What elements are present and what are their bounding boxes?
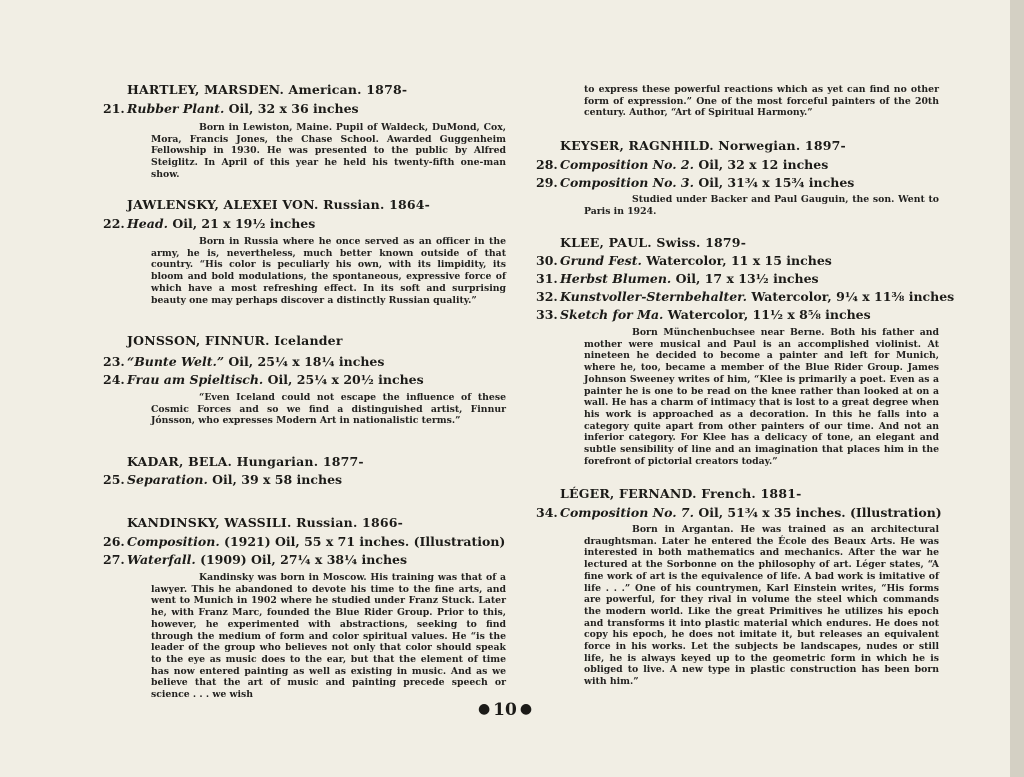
- work-details: (1921) Oil, 55 x 71 inches. (Illustration): [224, 534, 506, 549]
- work-title: Composition No. 7.: [560, 505, 694, 520]
- catalog-entry-25: [103, 472, 342, 487]
- work-details: Oil, 51¾ x 35 inches. (Illustration): [698, 505, 942, 520]
- work-title: Head.: [127, 216, 168, 231]
- bullet-icon: ●: [519, 701, 533, 717]
- work-title: “Bunte Welt.”: [127, 354, 225, 369]
- catalog-entry-26: [103, 534, 505, 549]
- work-details: Watercolor, 9¼ x 11⅜ inches: [751, 289, 955, 304]
- catalog-entry-33: [536, 307, 871, 322]
- catalog-entry-29: [536, 175, 854, 190]
- entry-number: 24.: [103, 372, 125, 387]
- bio-leger: Born in Argantan. He was trained as an architectural draughtsman. Later he entered the École des Beaux Arts. He was interested in both mathematics and mechanics. After the war he lectured at the Sorbonne on the philosophy of art. Léger states, “A fine work of art is the equivalence of life. A bad work is imitative of life . . .” One of his countrymen, Karl Einstein writes, “His forms are powerful, for they rival in volume the steel which commands the modern world. Like the great Primitives he utilizes his epoch and transforms it into plastic material which endures. He does not copy his epoch, he does not imitate it, but releases an equivalent force in his works. Let the subjects be landscapes, nudes or still life, he is always keyed up to the geometric form in which he is obliged to live. A new type in plastic construction has been born with him.”: [584, 524, 939, 688]
- catalog-entry-28: [536, 157, 828, 172]
- entry-number: 34.: [536, 505, 558, 520]
- bio-kandinsky: Kandinsky was born in Moscow. His training was that of a lawyer. This he abandoned to devote his time to the fine arts, and went to Munich in 1902 where he studied under Franz Stuck. Later he, with Franz Marc, founded the Blue Rider Group. Prior to this, however, he experimented with abstractions, seeking to find through the medium of form and color spiritual values. He “is the leader of the group who believes not only that color should speak to the eye as music does to the ear, but that the element of time has now entered painting as well as existing in music. And as we believe that the art of music and painting precede speech or science . . . we wish: [151, 572, 506, 701]
- work-details: (1909) Oil, 27¼ x 38¼ inches: [200, 552, 408, 567]
- catalog-entry-31: [536, 271, 819, 286]
- catalog-entry-32: [536, 289, 954, 304]
- artist-heading-jawlensky: JAWLENSKY, ALEXEI VON. Russian. 1864-: [127, 197, 431, 212]
- artist-heading-keyser: KEYSER, RAGNHILD. Norwegian. 1897-: [560, 138, 846, 153]
- work-title: Composition No. 3.: [560, 175, 694, 190]
- entry-number: 28.: [536, 157, 558, 172]
- entry-number: 33.: [536, 307, 558, 322]
- bio-jawlensky: Born in Russia where he once served as an officer in the army, he is, nevertheless, much better known outside of that country. “His color is peculiarly his own, with its limpidity, its bloom and bold modulations, the spontaneous, expressive force of which have a most refreshing effect. In its soft and surprising beauty one may perhaps discover a distinctly Russian quality.”: [151, 236, 506, 306]
- bio-klee: Born Münchenbuchsee near Berne. Both his father and mother were musical and Paul is an accomplished violinist. At nineteen he decided to become a painter and left for Munich, where he, too, became a member of the Blue Rider Group. James Johnson Sweeney writes of him, “Klee is primarily a poet. Even as a painter he is one to be read on the knee rather than looked at on a wall. He has a charm of intimacy that is lost to a great degree when his work is approached as a decoration. In this he falls into a category quite apart from other painters of our time. And not an inferior category. For Klee has a delicacy of tone, an elegant and subtle sensibility of line and an imagination that places him in the forefront of pictorial creators today.”: [584, 327, 939, 467]
- work-title: Sketch for Ma.: [560, 307, 664, 322]
- artist-heading-leger: LÉGER, FERNAND. French. 1881-: [560, 486, 802, 501]
- entry-number: 25.: [103, 472, 125, 487]
- catalog-entry-24: [103, 372, 424, 387]
- bio-jonsson: “Even Iceland could not escape the influence of these Cosmic Forces and so we find a distinguished artist, Finnur Jónsson, who expresses Modern Art in nationalistic terms.”: [151, 392, 506, 427]
- entry-number: 29.: [536, 175, 558, 190]
- work-details: Oil, 21 x 19½ inches: [172, 216, 316, 231]
- catalog-entry-27: [103, 552, 407, 567]
- work-details: Oil, 17 x 13½ inches: [675, 271, 819, 286]
- entry-number: 23.: [103, 354, 125, 369]
- work-title: Kunstvoller-Sternbehalter.: [560, 289, 747, 304]
- work-title: Composition.: [127, 534, 220, 549]
- artist-heading-jonsson: JONSSON, FINNUR. Icelander: [127, 333, 343, 348]
- page-number-value: 10: [493, 700, 517, 720]
- artist-heading-kandinsky: KANDINSKY, WASSILI. Russian. 1866-: [127, 515, 404, 530]
- entry-number: 31.: [536, 271, 558, 286]
- work-details: Watercolor, 11½ x 8⅝ inches: [667, 307, 871, 322]
- work-details: Oil, 25¼ x 18¼ inches: [228, 354, 385, 369]
- catalog-entry-21: [103, 101, 359, 116]
- work-title: Separation.: [127, 472, 208, 487]
- work-details: Oil, 32 x 12 inches: [698, 157, 829, 172]
- work-details: Oil, 39 x 58 inches: [212, 472, 343, 487]
- work-title: Rubber Plant.: [127, 101, 225, 116]
- artist-heading-kadar: KADAR, BELA. Hungarian. 1877-: [127, 454, 364, 469]
- page-number: [0, 700, 1010, 720]
- entry-number: 26.: [103, 534, 125, 549]
- artist-heading-hartley: HARTLEY, MARSDEN. American. 1878-: [127, 82, 408, 97]
- catalog-entry-22: [103, 216, 315, 231]
- work-title: Herbst Blumen.: [560, 271, 672, 286]
- page-edge: [1010, 0, 1024, 777]
- bio-keyser: Studied under Backer and Paul Gauguin, the son. Went to Paris in 1924.: [584, 194, 939, 217]
- work-details: Oil, 31¾ x 15¾ inches: [698, 175, 855, 190]
- bio-kandinsky-continued: to express these powerful reactions which as yet can find no other form of expression.” One of the most forceful painters of the 20th century. Author, “Art of Spiritual Harmony.”: [584, 84, 939, 119]
- work-title: Waterfall.: [127, 552, 196, 567]
- work-details: Oil, 32 x 36 inches: [228, 101, 359, 116]
- catalog-entry-30: [536, 253, 832, 268]
- entry-number: 22.: [103, 216, 125, 231]
- work-details: Oil, 25¼ x 20½ inches: [267, 372, 424, 387]
- work-details: Watercolor, 11 x 15 inches: [646, 253, 832, 268]
- work-title: Composition No. 2.: [560, 157, 694, 172]
- catalog-entry-34: [536, 505, 942, 520]
- catalog-entry-23: [103, 354, 384, 369]
- work-title: Frau am Spieltisch.: [127, 372, 264, 387]
- entry-number: 21.: [103, 101, 125, 116]
- artist-heading-klee: KLEE, PAUL. Swiss. 1879-: [560, 235, 747, 250]
- entry-number: 32.: [536, 289, 558, 304]
- work-title: Grund Fest.: [560, 253, 642, 268]
- bullet-icon: ●: [477, 701, 491, 717]
- bio-hartley: Born in Lewiston, Maine. Pupil of Waldeck, DuMond, Cox, Mora, Francis Jones, the Chase School. Awarded Guggenheim Fellowship in 1930. He was presented to the public by Alfred Steiglitz. In April of this year he held his twenty-fifth one-man show.: [151, 122, 506, 180]
- entry-number: 30.: [536, 253, 558, 268]
- entry-number: 27.: [103, 552, 125, 567]
